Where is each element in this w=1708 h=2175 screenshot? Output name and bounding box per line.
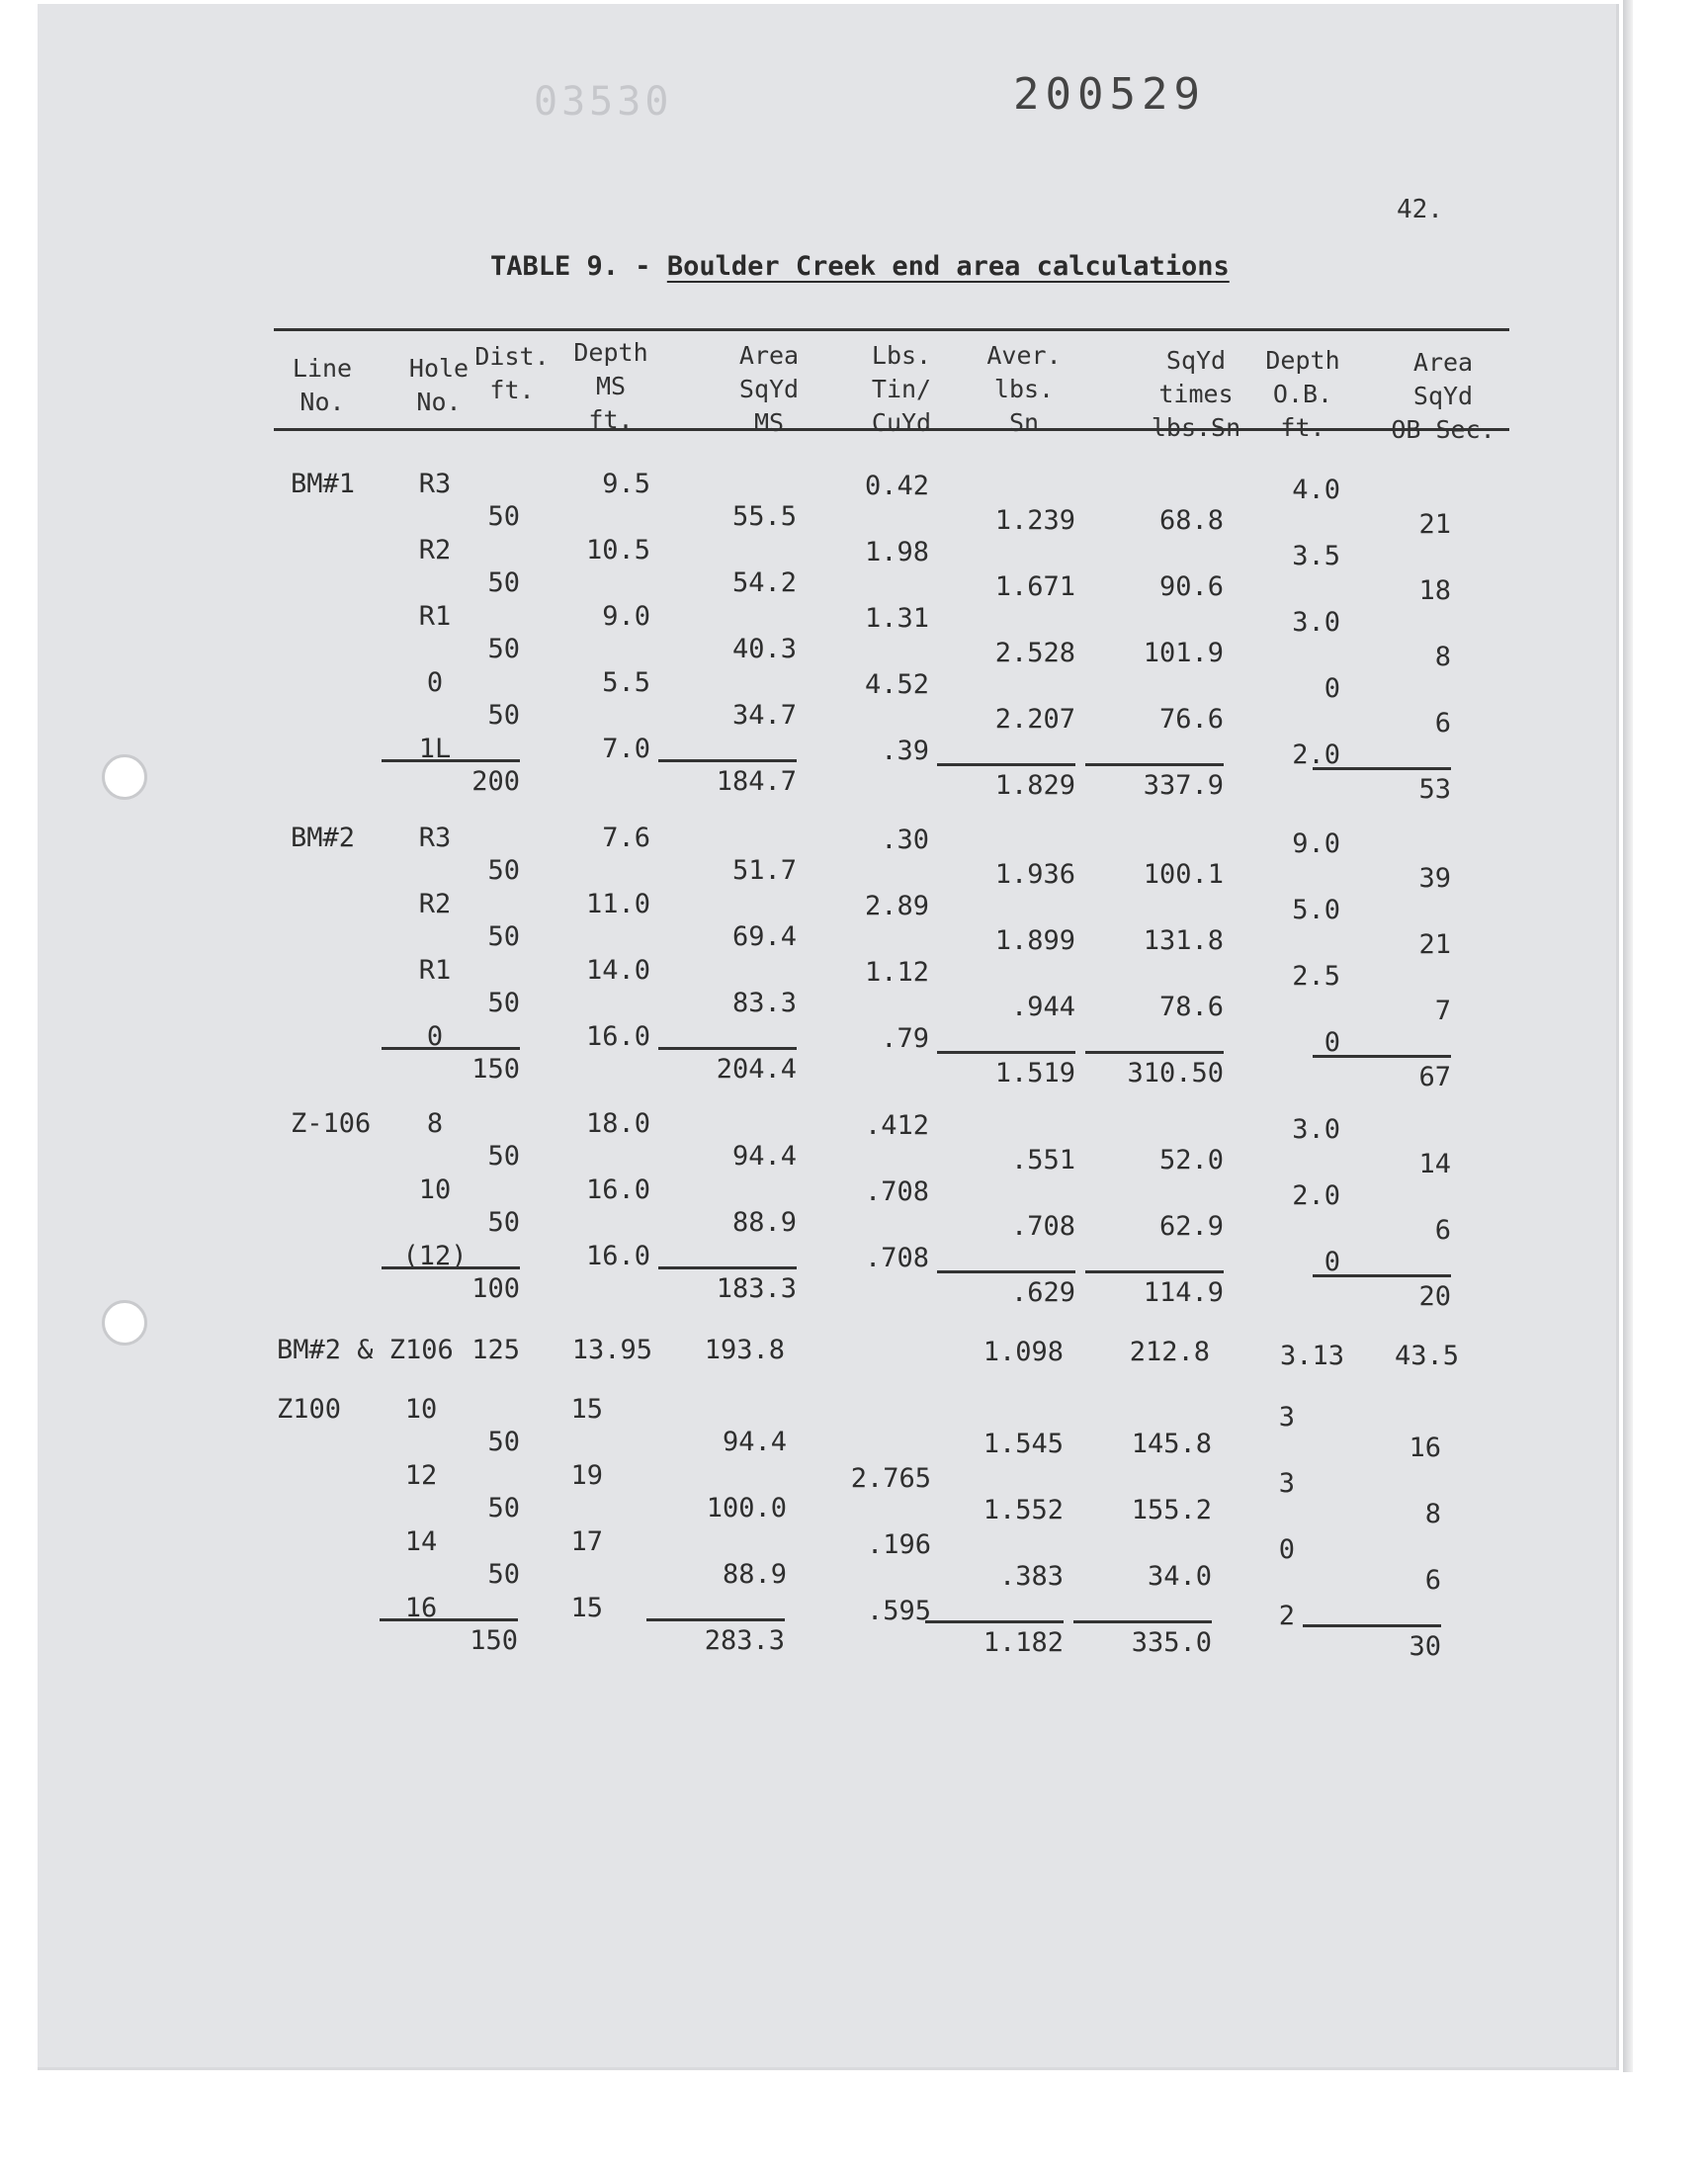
combined-dist: 125 xyxy=(471,1335,520,1365)
table-title xyxy=(490,251,1230,282)
header-line: Tin/ xyxy=(871,375,932,403)
total-aver-lbs: 1.182 xyxy=(925,1620,1064,1658)
total-area-ms: 183.3 xyxy=(658,1266,797,1304)
hole-no: 10 xyxy=(418,1174,452,1205)
depth-ms: 5.5 xyxy=(602,667,650,698)
depth-ob: 3.5 xyxy=(1292,541,1340,571)
total-sqyd-times: 337.9 xyxy=(1085,763,1224,801)
total-dist: 150 xyxy=(380,1618,518,1656)
depth-ob: 2.5 xyxy=(1292,961,1340,992)
lbs-tin-cuyd: .39 xyxy=(881,736,929,766)
depth-ms: 11.0 xyxy=(585,889,650,919)
lbs-tin-cuyd: 4.52 xyxy=(864,669,929,700)
hole-no: R3 xyxy=(418,469,452,499)
depth-ob: 0 xyxy=(1324,1027,1340,1058)
lbs-tin-cuyd: .79 xyxy=(881,1023,929,1054)
header-line: Depth xyxy=(1265,346,1340,375)
depth-ob: 3 xyxy=(1278,1402,1295,1433)
total-area-ob: 67 xyxy=(1313,1055,1451,1092)
total-area-ob: 30 xyxy=(1303,1624,1441,1662)
header-line: times xyxy=(1158,380,1234,408)
header-line: OB Sec. xyxy=(1391,415,1495,444)
ghost-stamp: 03530 xyxy=(534,79,673,125)
aver-lbs-sn: .944 xyxy=(1010,992,1075,1022)
header-line: lbs.Sn xyxy=(1151,413,1241,442)
combined-ob: 3.13 xyxy=(1279,1341,1344,1371)
depth-ms: 14.0 xyxy=(585,955,650,986)
area-sqyd-ms: 69.4 xyxy=(731,921,797,952)
area-sqyd-ms: 83.3 xyxy=(731,988,797,1018)
total-sqyd-times: 310.50 xyxy=(1085,1051,1224,1088)
aver-lbs-sn: 1.239 xyxy=(994,505,1075,536)
hole-no: 16 xyxy=(404,1593,438,1623)
depth-ms: 16.0 xyxy=(585,1021,650,1052)
total-dist: 150 xyxy=(382,1047,520,1085)
table-top-rule xyxy=(274,328,1509,331)
area-sqyd-ob: 6 xyxy=(1424,1565,1441,1596)
dist-ft: 50 xyxy=(487,921,520,952)
aver-lbs-sn: .383 xyxy=(998,1561,1064,1592)
sqyd-times-lbs: 145.8 xyxy=(1131,1429,1212,1459)
header-line: MS xyxy=(753,408,785,437)
dist-ft: 50 xyxy=(487,1427,520,1457)
lbs-tin-cuyd: .412 xyxy=(864,1110,929,1141)
area-sqyd-ob: 39 xyxy=(1418,863,1451,894)
depth-ob: 3 xyxy=(1278,1468,1295,1499)
dist-ft: 50 xyxy=(487,1207,520,1238)
lbs-tin-cuyd: .708 xyxy=(864,1243,929,1273)
total-sqyd-times: 335.0 xyxy=(1073,1620,1212,1658)
area-sqyd-ob: 21 xyxy=(1418,929,1451,960)
lbs-tin-cuyd: .595 xyxy=(866,1596,931,1626)
depth-ob: 3.0 xyxy=(1292,1114,1340,1145)
punch-hole-top xyxy=(102,754,147,800)
hole-no: 1L xyxy=(418,734,452,764)
aver-lbs-sn: 1.552 xyxy=(982,1495,1064,1525)
sqyd-times-lbs: 78.6 xyxy=(1158,992,1224,1022)
dist-ft: 50 xyxy=(487,988,520,1018)
hole-no: R1 xyxy=(418,601,452,632)
total-aver-lbs: 1.829 xyxy=(937,763,1075,801)
total-area-ms: 283.3 xyxy=(646,1618,785,1656)
hole-no: 0 xyxy=(426,1021,444,1052)
line-no: Z100 xyxy=(277,1394,342,1425)
dist-ft: 50 xyxy=(487,1493,520,1523)
depth-ms: 16.0 xyxy=(585,1174,650,1205)
header-line: ft. xyxy=(1280,413,1325,442)
dist-ft: 50 xyxy=(487,567,520,598)
sqyd-times-lbs: 155.2 xyxy=(1131,1495,1212,1525)
area-sqyd-ob: 14 xyxy=(1418,1149,1451,1179)
sqyd-times-lbs: 101.9 xyxy=(1143,638,1224,668)
sqyd-times-lbs: 52.0 xyxy=(1158,1145,1224,1175)
depth-ob: 3.0 xyxy=(1292,607,1340,638)
aver-lbs-sn: 2.207 xyxy=(994,704,1075,735)
header-line: Area xyxy=(1412,348,1474,377)
area-sqyd-ms: 34.7 xyxy=(731,700,797,731)
sqyd-times-lbs: 34.0 xyxy=(1147,1561,1212,1592)
header-sqyd-times xyxy=(1137,344,1255,445)
combined-aver: 1.098 xyxy=(982,1337,1064,1367)
lbs-tin-cuyd: 1.12 xyxy=(864,957,929,988)
header-line: Dist. xyxy=(474,342,550,371)
depth-ob: 2.0 xyxy=(1292,1180,1340,1211)
sqyd-times-lbs: 62.9 xyxy=(1158,1211,1224,1242)
area-sqyd-ob: 8 xyxy=(1434,642,1451,672)
hole-no: R1 xyxy=(418,955,452,986)
area-sqyd-ob: 8 xyxy=(1424,1499,1441,1529)
hole-no: 10 xyxy=(404,1394,438,1425)
table-title-main: Boulder Creek end area calculations xyxy=(666,251,1230,282)
sqyd-times-lbs: 76.6 xyxy=(1158,704,1224,735)
total-area-ms: 184.7 xyxy=(658,759,797,797)
dist-ft: 50 xyxy=(487,1141,520,1172)
depth-ms: 9.5 xyxy=(602,469,650,499)
aver-lbs-sn: 1.899 xyxy=(994,925,1075,956)
header-line: Sn xyxy=(1008,408,1040,437)
header-line: MS xyxy=(595,372,627,400)
total-area-ob: 53 xyxy=(1313,767,1451,805)
header-line: Line xyxy=(292,354,353,383)
header-line: CuYd xyxy=(871,408,932,437)
combined-line: BM#2 & Z106 xyxy=(277,1335,454,1365)
header-line: Lbs. xyxy=(871,341,932,370)
dist-ft: 50 xyxy=(487,700,520,731)
combined-area: 193.8 xyxy=(704,1335,785,1365)
depth-ob: 5.0 xyxy=(1292,895,1340,925)
sheet-edge xyxy=(1623,0,1633,2072)
depth-ms: 17 xyxy=(570,1526,603,1557)
total-dist: 100 xyxy=(382,1266,520,1304)
area-sqyd-ms: 88.9 xyxy=(731,1207,797,1238)
lbs-tin-cuyd: 1.31 xyxy=(864,603,929,634)
area-sqyd-ob: 6 xyxy=(1434,708,1451,739)
line-no: Z-106 xyxy=(291,1108,372,1139)
header-aver-lbs xyxy=(965,339,1083,440)
depth-ms: 15 xyxy=(570,1593,603,1623)
header-area-sqyd-ms xyxy=(710,339,828,440)
sqyd-times-lbs: 131.8 xyxy=(1143,925,1224,956)
header-line: Area xyxy=(738,341,800,370)
depth-ms: 15 xyxy=(570,1394,603,1425)
header-depth-ms xyxy=(552,336,670,437)
line-no: BM#2 xyxy=(291,823,356,853)
hole-no: R2 xyxy=(418,535,452,566)
aver-lbs-sn: 1.936 xyxy=(994,859,1075,890)
hole-no: R2 xyxy=(418,889,452,919)
header-line: ft. xyxy=(489,376,535,404)
total-area-ob: 20 xyxy=(1313,1274,1451,1312)
lbs-tin-cuyd: .196 xyxy=(866,1529,931,1560)
depth-ob: 4.0 xyxy=(1292,475,1340,505)
depth-ob: 0 xyxy=(1324,1247,1340,1277)
line-no: BM#1 xyxy=(291,469,356,499)
area-sqyd-ms: 94.4 xyxy=(731,1141,797,1172)
aver-lbs-sn: 2.528 xyxy=(994,638,1075,668)
header-line-no xyxy=(263,352,382,419)
combined-depth: 13.95 xyxy=(571,1335,652,1365)
hole-no: (12) xyxy=(402,1241,468,1271)
aver-lbs-sn: .551 xyxy=(1010,1145,1075,1175)
aver-lbs-sn: 1.545 xyxy=(982,1429,1064,1459)
area-sqyd-ob: 18 xyxy=(1418,575,1451,606)
header-area-ob-sec xyxy=(1384,346,1502,447)
sqyd-times-lbs: 90.6 xyxy=(1158,571,1224,602)
depth-ms: 10.5 xyxy=(585,535,650,566)
area-sqyd-ms: 94.4 xyxy=(722,1427,787,1457)
area-sqyd-ms: 51.7 xyxy=(731,855,797,886)
dist-ft: 50 xyxy=(487,501,520,532)
total-area-ms: 204.4 xyxy=(658,1047,797,1085)
area-sqyd-ms: 40.3 xyxy=(731,634,797,664)
page-number: 42. xyxy=(1397,195,1443,224)
dist-ft: 50 xyxy=(487,634,520,664)
lbs-tin-cuyd: .30 xyxy=(881,825,929,855)
combined-obsec: 43.5 xyxy=(1394,1341,1459,1371)
depth-ob: 2 xyxy=(1278,1601,1295,1631)
area-sqyd-ob: 7 xyxy=(1434,996,1451,1026)
dist-ft: 50 xyxy=(487,1559,520,1590)
lbs-tin-cuyd: 2.89 xyxy=(864,891,929,921)
area-sqyd-ms: 100.0 xyxy=(706,1493,787,1523)
depth-ms: 16.0 xyxy=(585,1241,650,1271)
sqyd-times-lbs: 100.1 xyxy=(1143,859,1224,890)
area-sqyd-ob: 16 xyxy=(1409,1433,1441,1463)
hole-no: 14 xyxy=(404,1526,438,1557)
header-line: SqYd xyxy=(738,375,800,403)
header-line: No. xyxy=(299,388,345,416)
hole-no: R3 xyxy=(418,823,452,853)
header-line: ft. xyxy=(588,405,634,434)
depth-ob: 9.0 xyxy=(1292,828,1340,859)
depth-ms: 7.6 xyxy=(602,823,650,853)
table-title-prefix: TABLE 9. - xyxy=(490,251,667,282)
header-line: Hole xyxy=(408,354,470,383)
header-line: SqYd xyxy=(1412,382,1474,410)
hole-no: 8 xyxy=(426,1108,444,1139)
total-aver-lbs: 1.519 xyxy=(937,1051,1075,1088)
aver-lbs-sn: 1.671 xyxy=(994,571,1075,602)
header-line: Aver. xyxy=(986,341,1062,370)
header-line: lbs. xyxy=(993,375,1055,403)
depth-ob: 2.0 xyxy=(1292,740,1340,770)
area-sqyd-ob: 21 xyxy=(1418,509,1451,540)
total-sqyd-times: 114.9 xyxy=(1085,1270,1224,1308)
aver-lbs-sn: .708 xyxy=(1010,1211,1075,1242)
depth-ms: 18.0 xyxy=(585,1108,650,1139)
depth-ms: 9.0 xyxy=(602,601,650,632)
area-sqyd-ms: 88.9 xyxy=(722,1559,787,1590)
total-dist: 200 xyxy=(382,759,520,797)
depth-ms: 7.0 xyxy=(602,734,650,764)
area-sqyd-ms: 55.5 xyxy=(731,501,797,532)
header-line: SqYd xyxy=(1165,346,1227,375)
header-depth-ob xyxy=(1243,344,1362,445)
dist-ft: 50 xyxy=(487,855,520,886)
area-sqyd-ob: 6 xyxy=(1434,1215,1451,1246)
hole-no: 12 xyxy=(404,1460,438,1491)
lbs-tin-cuyd: 1.98 xyxy=(864,537,929,567)
header-line: O.B. xyxy=(1272,380,1333,408)
depth-ms: 19 xyxy=(570,1460,603,1491)
hole-no: 0 xyxy=(426,667,444,698)
sqyd-times-lbs: 68.8 xyxy=(1158,505,1224,536)
header-line: No. xyxy=(416,388,462,416)
depth-ob: 0 xyxy=(1324,673,1340,704)
lbs-tin-cuyd: 2.765 xyxy=(850,1463,931,1494)
lbs-tin-cuyd: .708 xyxy=(864,1176,929,1207)
document-number: 200529 xyxy=(1013,69,1206,120)
lbs-tin-cuyd: 0.42 xyxy=(864,471,929,501)
combined-sqyd: 212.8 xyxy=(1129,1337,1210,1367)
total-aver-lbs: .629 xyxy=(937,1270,1075,1308)
header-line: Depth xyxy=(573,338,648,367)
area-sqyd-ms: 54.2 xyxy=(731,567,797,598)
header-lbs-tin xyxy=(842,339,961,440)
punch-hole-bottom xyxy=(102,1300,147,1346)
depth-ob: 0 xyxy=(1278,1534,1295,1565)
